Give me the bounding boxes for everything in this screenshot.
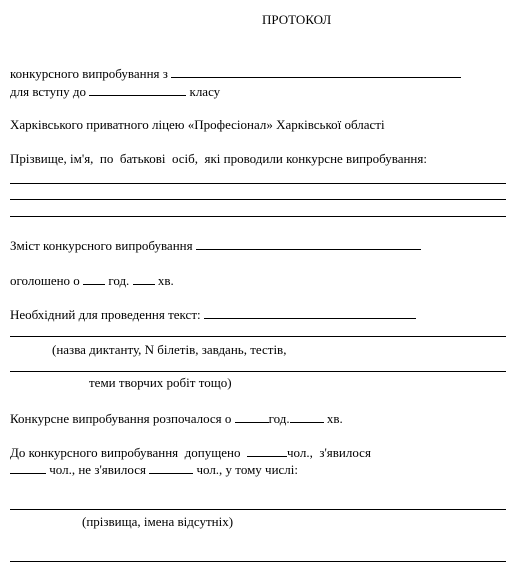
started-row: [10, 410, 343, 426]
appeared-label: чол., з'явилося: [286, 445, 371, 460]
grade-suffix: класу: [189, 84, 221, 99]
started-min-blank[interactable]: [290, 410, 324, 423]
announced-min-blank[interactable]: [133, 272, 155, 285]
admitted-row: [10, 444, 371, 460]
content-blank[interactable]: [196, 237, 421, 250]
absent-blank[interactable]: [149, 461, 193, 474]
text-note-2: теми творчих робіт тощо): [89, 375, 232, 390]
absent-row: [10, 461, 298, 477]
examiners-line-2[interactable]: [10, 199, 506, 200]
grade-row: [10, 83, 220, 99]
admitted-label: До конкурсного випробування допущено: [10, 445, 241, 460]
text-row: [10, 306, 416, 322]
grade-blank[interactable]: [89, 83, 186, 96]
grade-label: для вступу до: [10, 84, 86, 99]
appeared-blank[interactable]: [10, 461, 46, 474]
absent-names-line[interactable]: [10, 509, 506, 510]
examiners-line-1[interactable]: [10, 183, 506, 184]
started-min-label: хв.: [326, 411, 343, 426]
announced-row: [10, 272, 174, 288]
school-name: Харківського приватного ліцею «Професіонал» Харківської області: [10, 117, 385, 132]
content-label: Зміст конкурсного випробування: [10, 238, 193, 253]
text-label: Необхідний для проведення текст:: [10, 307, 201, 322]
started-hour-label: год.: [268, 411, 290, 426]
subject-label: [10, 65, 461, 81]
text-line-2[interactable]: [10, 371, 506, 372]
announced-label: оголошено о: [10, 273, 80, 288]
absent-note: (прізвища, імена відсутніх): [82, 514, 234, 529]
absent-suffix: чол., у тому числі:: [196, 462, 299, 477]
started-label: Конкурсне випробування розпочалося о: [10, 411, 232, 426]
admitted-blank[interactable]: [247, 444, 287, 457]
subject-label-text: конкурсного випробування з: [10, 66, 168, 81]
final-line[interactable]: [10, 561, 506, 562]
document-title: ПРОТОКОЛ: [262, 12, 332, 27]
text-line-1[interactable]: [10, 336, 506, 337]
announced-min-label: хв.: [157, 273, 174, 288]
text-blank[interactable]: [204, 306, 416, 319]
text-note-1: (назва диктанту, N білетів, завдань, тестів,: [52, 342, 287, 357]
started-hour-blank[interactable]: [235, 410, 269, 423]
announced-hour-blank[interactable]: [83, 272, 105, 285]
content-row: [10, 237, 421, 253]
examiners-label: Прізвище, ім'я, по батькові осіб, які проводили конкурсне випробування:: [10, 151, 427, 166]
announced-hour-label: год.: [108, 273, 130, 288]
subject-blank[interactable]: [171, 65, 461, 78]
absent-label: чол., не з'явилося: [49, 462, 146, 477]
examiners-line-3[interactable]: [10, 216, 506, 217]
